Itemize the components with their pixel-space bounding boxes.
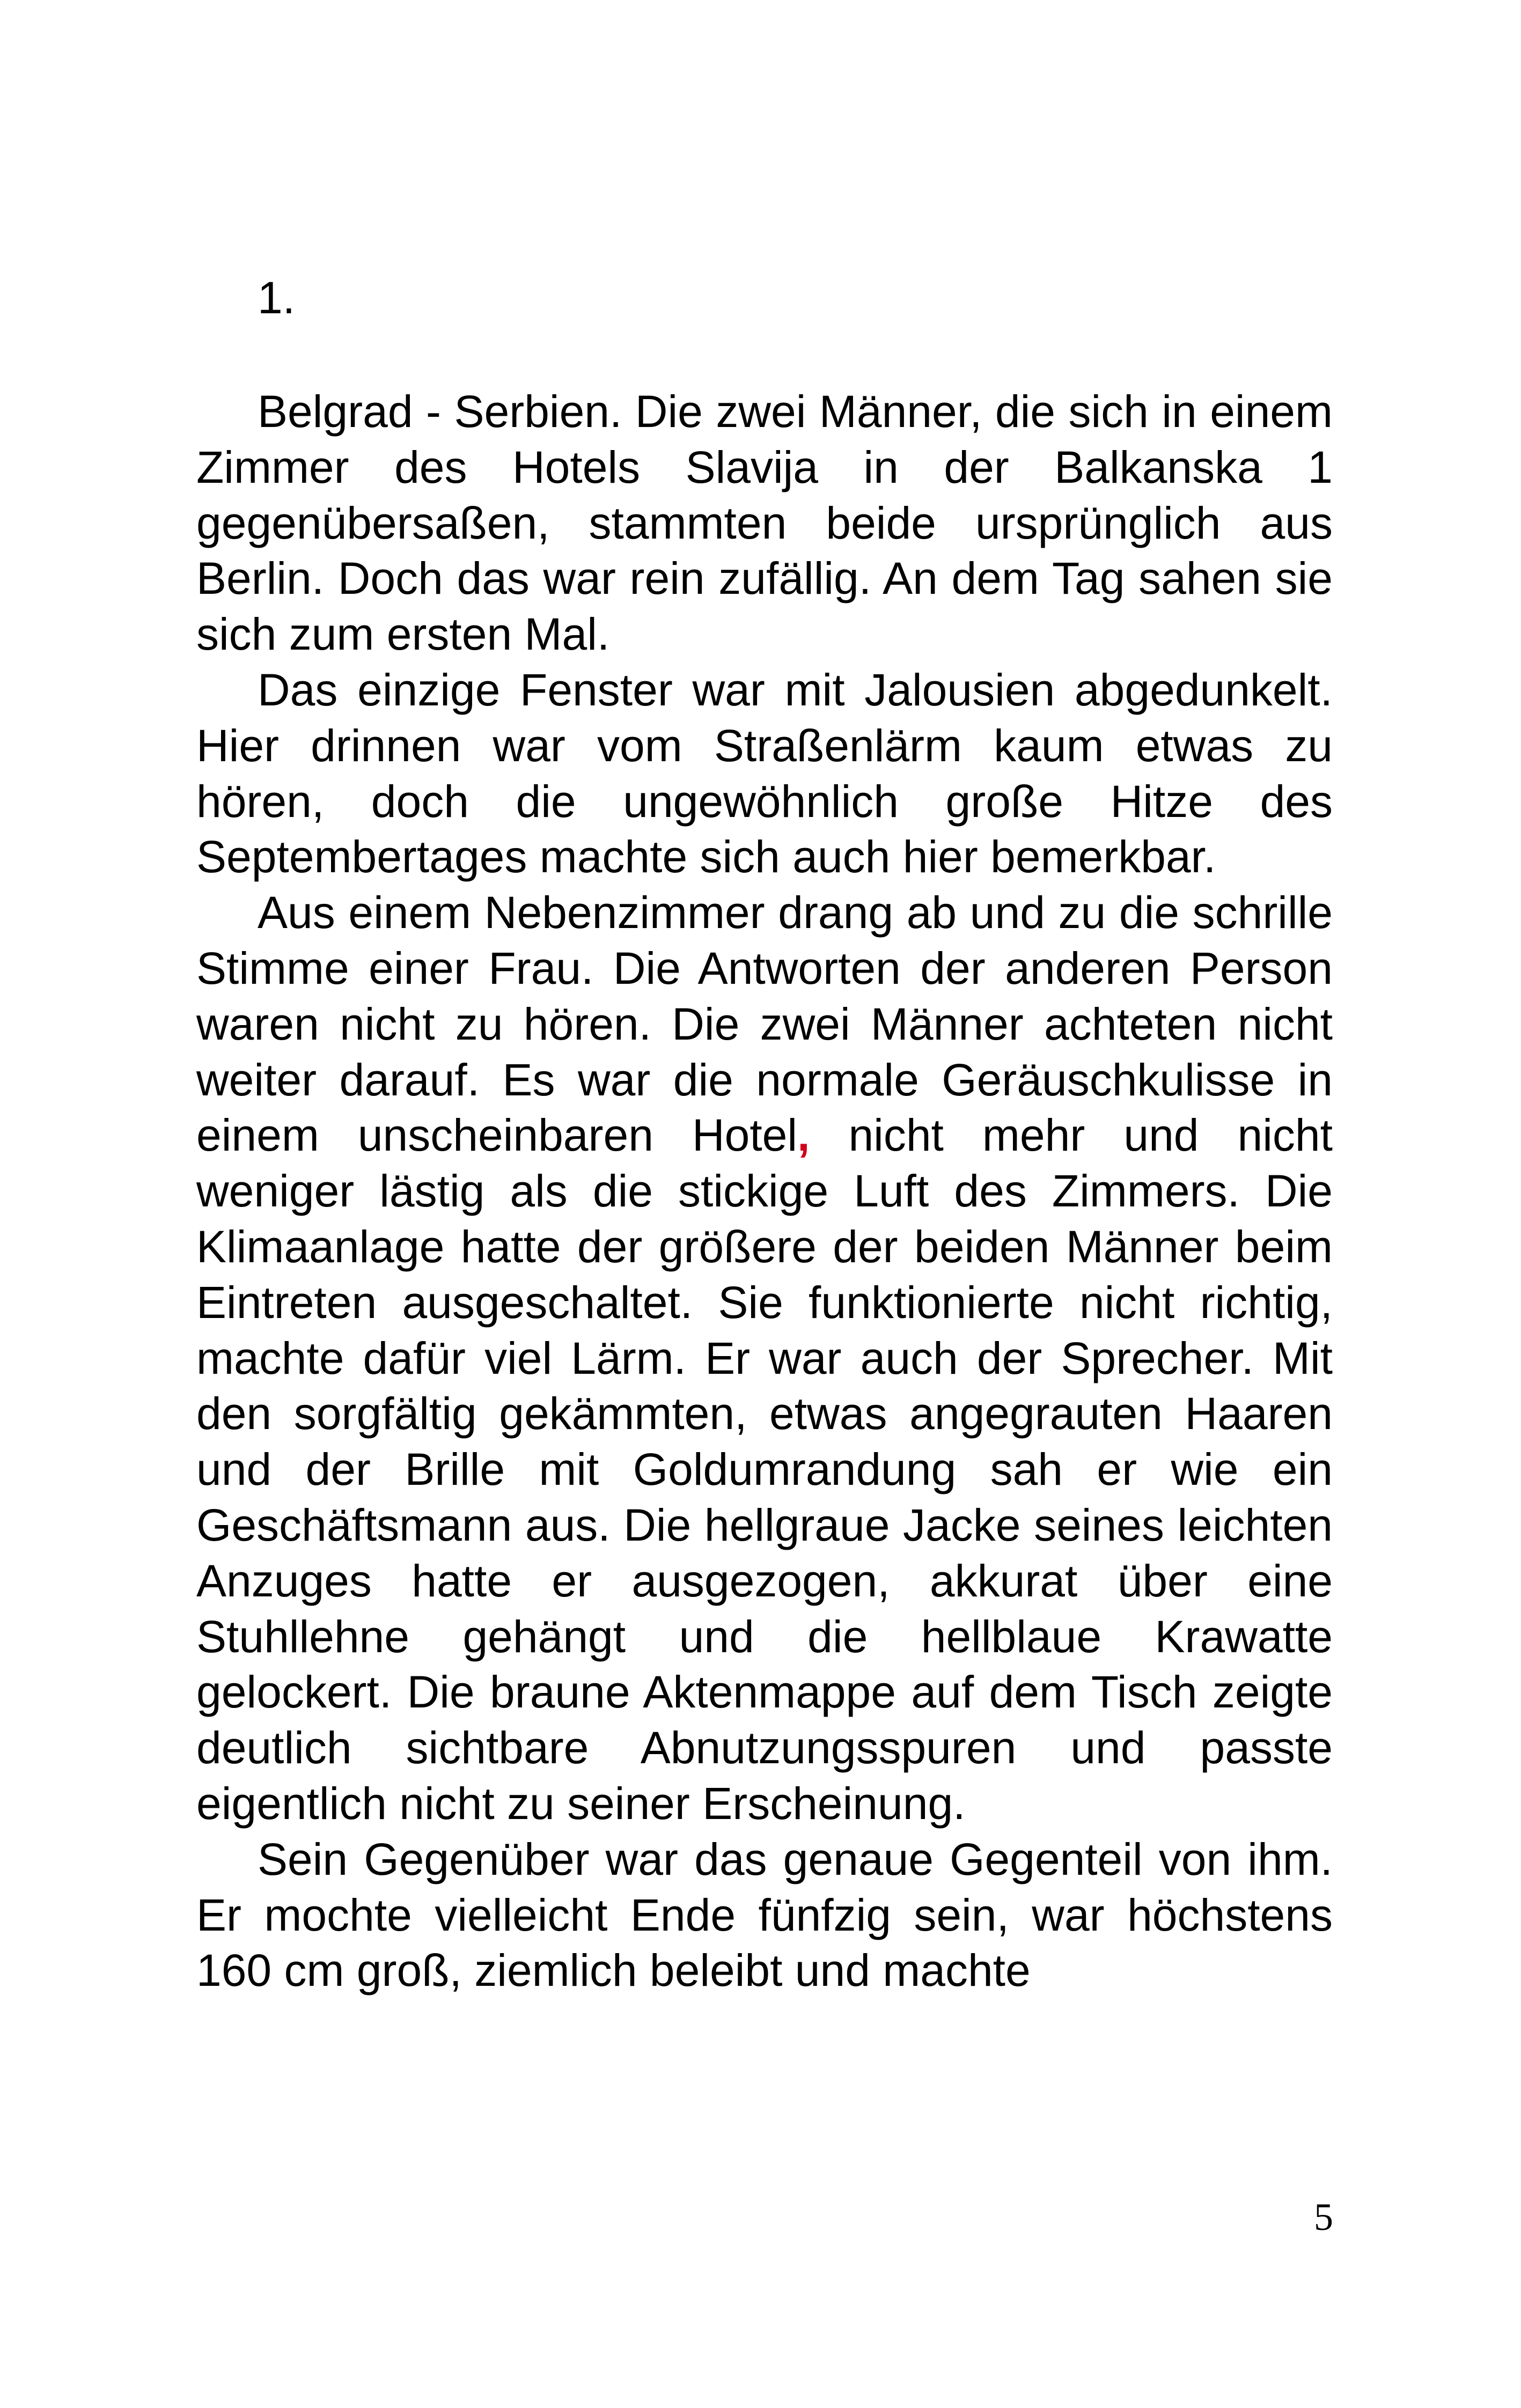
paragraph-4 bbox=[196, 1832, 1333, 1999]
paragraph-1-text: Belgrad - Serbien. Die zwei Männer, die sich in einem Zimmer des Hotels Slavija in der Balkanska 1 gegenübersaßen, stammten beide ursprünglich aus Berlin. Doch das war rein zufällig. An dem Tag sahen sie sich zum ersten Mal. bbox=[196, 386, 1333, 660]
chapter-number: 1. bbox=[258, 273, 296, 323]
paragraph-2 bbox=[196, 662, 1333, 885]
body-text bbox=[196, 384, 1333, 1999]
paragraph-2-text: Das einzige Fenster war mit Jalousien abgedunkelt. Hier drinnen war vom Straßenlärm kaum etwas zu hören, doch die ungewöhnlich große Hitze des Septembertages machte sich auch hier bemerkbar. bbox=[196, 664, 1333, 882]
paragraph-3-text-start: Aus einem Nebenzimmer drang ab und zu die schrille Stimme einer Frau. Die Antworten der anderen Person waren nicht zu hören. Die zwei Männer achteten nicht weiter darauf. Es war die normale Geräuschkulisse in einem unscheinbaren Hotel bbox=[196, 887, 1333, 1161]
paragraph-4-text: Sein Gegenüber war das genaue Gegenteil von ihm. Er mochte vielleicht Ende fünfzig sein, war höchstens 160 cm groß, ziemlich beleibt und machte bbox=[196, 1833, 1333, 1996]
paragraph-3-text-end: nicht mehr und nicht weniger lästig als die stickige Luft des Zimmers. Die Klimaanlage hatte der größere der beiden Männer beim Eintreten ausgeschaltet. Sie funktionierte nicht richtig, machte dafür viel Lärm. Er war auch der Sprecher. Mit den sorgfältig gekämmten, etwas angegrauten Haaren und der Brille mit Goldumrandung sah er wie ein Geschäftsmann aus. Die hellgraue Jacke seines leichten Anzuges hatte er ausgezogen, akkurat über eine Stuhllehne gehängt und die hellblaue Krawatte gelockert. Die braune Aktenmappe auf dem Tisch zeigte deutlich sichtbare Abnutzungsspuren und passte eigentlich nicht zu seiner Erscheinung. bbox=[196, 1110, 1333, 1829]
page-number: 5 bbox=[1314, 2196, 1333, 2238]
highlighted-comma: , bbox=[797, 1110, 810, 1161]
paragraph-1 bbox=[196, 384, 1333, 662]
paragraph-3 bbox=[196, 885, 1333, 1832]
